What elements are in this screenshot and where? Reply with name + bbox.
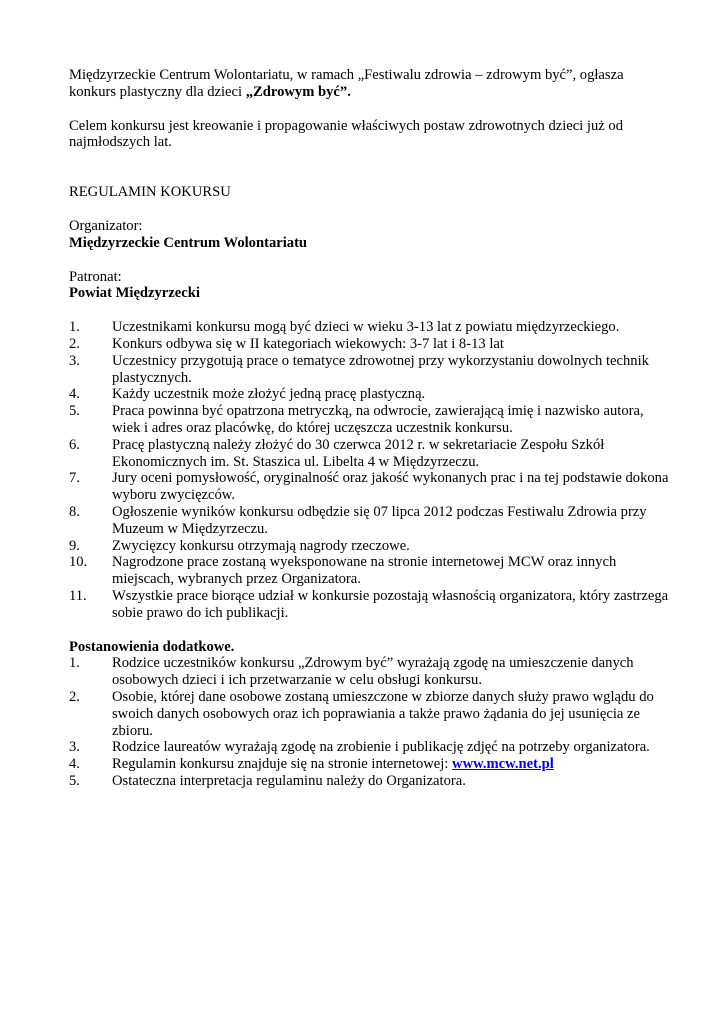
- rule-number: 11.: [69, 587, 87, 604]
- rule-item: [69, 336, 669, 353]
- additional-text: Ostateczna interpretacja regulaminu należy do Organizatora.: [112, 772, 466, 789]
- intro-paragraph: [69, 67, 669, 101]
- additional-item: [69, 773, 669, 790]
- rule-number: 10.: [69, 554, 88, 571]
- additional-number: 5.: [69, 772, 80, 789]
- rule-number: 1.: [69, 319, 80, 336]
- rule-number: 2.: [69, 335, 80, 352]
- intro-text: Międzyrzeckie Centrum Wolontariatu, w ramach „Festiwalu zdrowia – zdrowym być”, ogłasza konkurs plastyczny dla dzieci: [69, 67, 624, 100]
- rule-text: Ogłoszenie wyników konkursu odbędzie się 07 lipca 2012 podczas Festiwalu Zdrowia przy Muzeum w Międzyrzeczu.: [112, 503, 647, 537]
- additional-item: [69, 655, 669, 689]
- rule-number: 5.: [69, 403, 80, 420]
- additional-text: Osobie, której dane osobowe zostaną umieszczone w zbiorze danych służy prawo wglądu do swoich danych osobowych oraz ich poprawiania a także prawo żądania do jej usunięcia ze zbioru.: [112, 688, 654, 739]
- rule-text: Pracę plastyczną należy złożyć do 30 czerwca 2012 r. w sekretariacie Zespołu Szkół Ekonomicznych im. St. Staszica ul. Libelta 4 w Międzyrzeczu.: [112, 436, 605, 470]
- additional-list: [69, 655, 669, 789]
- additional-text: Rodzice laureatów wyrażają zgodę na zrobienie i publikację zdjęć na potrzeby organizatora.: [112, 739, 650, 756]
- rule-item: [69, 403, 669, 437]
- patron-name: Powiat Międzyrzecki: [69, 285, 200, 302]
- rule-text: Uczestnikami konkursu mogą być dzieci w wieku 3-13 lat z powiatu międzyrzeckiego.: [112, 319, 620, 336]
- rule-text: Każdy uczestnik może złożyć jedną pracę plastyczną.: [112, 386, 426, 403]
- additional-number: 4.: [69, 756, 80, 773]
- website-link[interactable]: www.mcw.net.pl: [452, 756, 554, 773]
- additional-item: [69, 689, 669, 739]
- goal-paragraph: Celem konkursu jest kreowanie i propagowanie właściwych postaw zdrowotnych dzieci już od najmłodszych lat.: [69, 117, 623, 151]
- patron-label: Patronat:: [69, 268, 122, 285]
- additional-text: Rodzice uczestników konkursu „Zdrowym być” wyrażają zgodę na umieszczenie danych osobowych dzieci i ich przetwarzanie w celu obsługi konkursu.: [112, 655, 634, 689]
- rule-item: [69, 504, 669, 538]
- rule-item: [69, 437, 669, 471]
- additional-title: Postanowienia dodatkowe.: [69, 638, 235, 655]
- contest-name: „Zdrowym być”.: [245, 83, 351, 100]
- rule-item: [69, 538, 669, 555]
- rule-number: 4.: [69, 386, 80, 403]
- rule-text: Praca powinna być opatrzona metryczką, na odwrocie, zawierającą imię i nazwisko autora, wiek i adres oraz placówkę, do której uczęszcza uczestnik konkursu.: [112, 403, 644, 436]
- regulations-title: REGULAMIN KOKURSU: [69, 184, 231, 201]
- rule-item: [69, 386, 669, 403]
- rule-text: Uczestnicy przygotują prace o tematyce zdrowotnej przy wykorzystaniu dowolnych technik plastycznych.: [112, 352, 649, 386]
- rule-text: Konkurs odbywa się w II kategoriach wiekowych: 3-7 lat i 8-13 lat: [112, 335, 504, 352]
- rule-item: [69, 554, 669, 588]
- organizer-name: Międzyrzeckie Centrum Wolontariatu: [69, 234, 308, 251]
- rule-item: [69, 319, 669, 336]
- rule-text: Wszystkie prace biorące udział w konkursie pozostają własnością organizatora, który zastrzega sobie prawo do ich publikacji.: [112, 587, 669, 621]
- rule-item: [69, 470, 669, 504]
- additional-text-wrap: [112, 756, 669, 773]
- rule-number: 7.: [69, 470, 80, 487]
- additional-number: 1.: [69, 655, 80, 672]
- rule-text: Jury oceni pomysłowość, oryginalność oraz jakość wykonanych prac i na tej podstawie dokona wyboru zwycięzców.: [112, 470, 669, 504]
- additional-item: [69, 756, 669, 773]
- rule-text: Nagrodzone prace zostaną wyeksponowane na stronie internetowej MCW oraz innych miejscach, wybranych przez Organizatora.: [112, 554, 617, 588]
- rule-number: 6.: [69, 436, 80, 453]
- rule-text: Zwycięzcy konkursu otrzymają nagrody rzeczowe.: [112, 537, 410, 554]
- rule-number: 9.: [69, 537, 80, 554]
- additional-item: [69, 739, 669, 756]
- document-body: [69, 67, 669, 790]
- rules-list: [69, 319, 669, 621]
- additional-number: 2.: [69, 688, 80, 705]
- organizer-label: Organizator:: [69, 217, 143, 234]
- rule-item: [69, 353, 669, 387]
- rule-number: 8.: [69, 503, 80, 520]
- additional-text: Regulamin konkursu znajduje się na stronie internetowej:: [112, 756, 453, 773]
- rule-number: 3.: [69, 352, 80, 369]
- additional-number: 3.: [69, 739, 80, 756]
- rule-item: [69, 588, 669, 622]
